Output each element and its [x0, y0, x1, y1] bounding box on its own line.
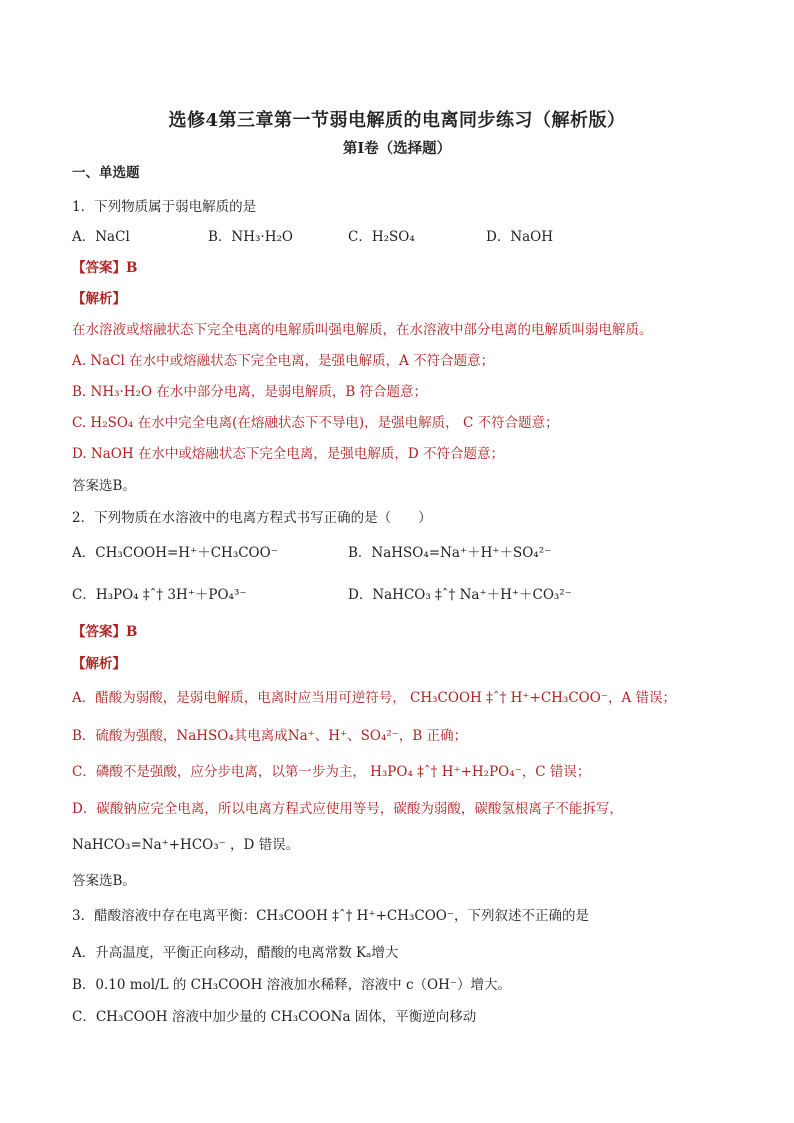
q1-option-d: D．NaOH [486, 229, 554, 245]
q2-conclusion: 答案选B。 [72, 873, 136, 889]
q3-option-c: C．CH₃COOH 溶液中加少量的 CH₃COONa 固体，平衡逆向移动 [72, 1009, 477, 1025]
q1-analysis-line-3: B. NH₃·H₂O 在水中部分电离，是弱电解质，B 符合题意； [72, 384, 428, 400]
q2-analysis-line-5: NaHCO₃=Na⁺+HCO₃⁻ ，D 错误。 [72, 837, 300, 853]
q1-analysis-line-4: C. H₂SO₄ 在水中完全电离(在熔融状态下不导电)，是强电解质， C 不符合题意； [72, 415, 559, 431]
q2-analysis-label: 【解析】 [72, 656, 126, 672]
q1-conclusion: 答案选B。 [72, 478, 136, 494]
q2-option-c: C．H₃PO₄ ‡ˆ† 3H⁺＋PO₄³⁻ [72, 587, 247, 603]
document-title: 选修4第三章第一节弱电解质的电离同步练习（解析版） [168, 110, 626, 131]
section-heading: 一、单选题 [72, 165, 140, 181]
q2-analysis-line-2: B．硫酸为强酸，NaHSO₄其电离成Na⁺、H⁺、SO₄²⁻，B 正确； [72, 728, 468, 744]
question-1-stem: 1．下列物质属于弱电解质的是 [72, 199, 257, 215]
q2-analysis-line-1: A．醋酸为弱酸，是弱电解质，电离时应当用可逆符号， CH₃COOH ‡ˆ† H⁺+CH₃COO⁻，A 错误； [72, 690, 676, 706]
q2-analysis-line-3: C．磷酸不是强酸，应分步电离，以第一步为主， H₃PO₄ ‡ˆ† H⁺+H₂PO₄⁻，C 错误； [72, 764, 591, 780]
q2-analysis-line-4: D．碳酸钠应完全电离，所以电离方程式应使用等号，碳酸为弱酸，碳酸氢根离子不能拆写， [72, 801, 623, 817]
q2-option-b: B．NaHSO₄=Na⁺＋H⁺＋SO₄²⁻ [348, 545, 552, 561]
q1-analysis-label: 【解析】 [72, 291, 126, 307]
question-3-stem: 3．醋酸溶液中存在电离平衡：CH₃COOH ‡ˆ† H⁺+CH₃COO⁻，下列叙述不正确的是 [72, 908, 589, 924]
q2-option-d: D．NaHCO₃ ‡ˆ† Na⁺＋H⁺＋CO₃²⁻ [348, 587, 572, 603]
document-subtitle: 第I卷（选择题） [342, 140, 452, 157]
q1-analysis-line-1: 在水溶液或熔融状态下完全电离的电解质叫强电解质，在水溶液中部分电离的电解质叫弱电解质。 [72, 322, 653, 338]
q1-answer: 【答案】B [72, 260, 138, 276]
q2-answer: 【答案】B [72, 624, 138, 640]
q1-option-a: A．NaCl [72, 229, 130, 245]
q1-option-c: C．H₂SO₄ [348, 229, 415, 245]
question-2-stem: 2．下列物质在水溶液中的电离方程式书写正确的是（ ） [72, 510, 432, 526]
q3-option-b: B．0.10 mol/L 的 CH₃COOH 溶液加水稀释，溶液中 c（OH⁻）增大。 [72, 977, 511, 993]
q2-option-a: A．CH₃COOH=H⁺＋CH₃COO⁻ [72, 545, 278, 561]
q3-option-a: A．升高温度，平衡正向移动，醋酸的电离常数 Kₐ增大 [72, 945, 399, 961]
q1-analysis-line-5: D. NaOH 在水中或熔融状态下完全电离，是强电解质，D 不符合题意； [72, 446, 505, 462]
q1-option-b: B．NH₃·H₂O [208, 229, 293, 245]
q1-analysis-line-2: A. NaCl 在水中或熔融状态下完全电离，是强电解质，A 不符合题意； [72, 353, 495, 369]
